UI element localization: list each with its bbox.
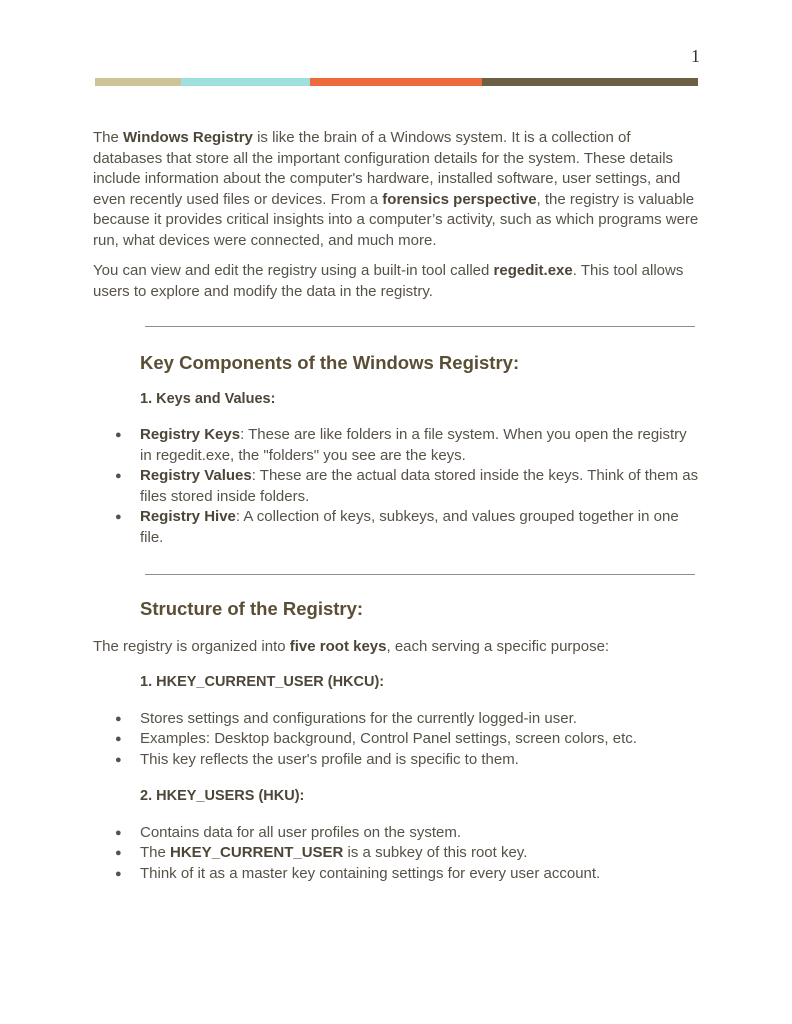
text-run: : A collection of keys, subkeys, and values grouped together in one file. (140, 508, 679, 546)
subsection-title-hkcu: 1. HKEY_CURRENT_USER (HKCU): (140, 674, 385, 690)
bold-text: regedit.exe (493, 262, 573, 279)
text-run: Stores settings and configurations for the currently logged-in user. (140, 709, 577, 727)
bullet-icon: ● (115, 712, 122, 725)
subsection-title-keys-values: 1. Keys and Values: (140, 390, 276, 407)
bullet-icon: ● (115, 753, 122, 766)
section-title-key-components: Key Components of the Windows Registry: (140, 352, 520, 373)
list-item (93, 843, 699, 864)
section-divider (145, 326, 695, 327)
text-run: , the registry is valuable because it provides critical insights into a computer’s activity, such as which programs were run, what devices were connected, and much more. (93, 190, 699, 249)
section-divider (145, 574, 695, 575)
list-item (93, 750, 699, 771)
bold-text: Registry Keys (140, 426, 241, 443)
list-item (93, 709, 699, 730)
bullet-icon: ● (115, 511, 122, 523)
text-run: Think of it as a master key containing settings for every user account. (140, 864, 601, 882)
document-body (93, 128, 699, 884)
bullet-icon: ● (115, 847, 122, 859)
intro-paragraph-1 (93, 128, 699, 251)
text-run: is a subkey of this root key. (343, 844, 528, 861)
hkcu-list (93, 709, 699, 771)
hku-list (93, 823, 699, 885)
bold-text: Windows Registry (123, 129, 253, 146)
bullet-icon: ● (115, 429, 122, 441)
page-number: 1 (691, 46, 700, 66)
bullet-icon: ● (115, 470, 122, 482)
decorative-color-bar (95, 78, 698, 86)
color-bar-segment (181, 78, 310, 86)
text-run: , each serving a specific purpose: (386, 637, 610, 655)
bold-text: five root keys (289, 637, 387, 655)
key-components-list (93, 425, 699, 548)
color-bar-segment (95, 78, 181, 86)
list-item (93, 864, 699, 885)
text-run: is like the brain of a Windows system. It is a collection of databases that store all the important configuration details for the system. These details include information about the computer's hardware, installed software, user settings, and even recently used files or devices. From a (93, 129, 681, 208)
list-item (93, 823, 699, 844)
text-run: The registry is organized into (93, 637, 290, 655)
color-bar-segment (482, 78, 698, 86)
bold-text: HKEY_CURRENT_USER (170, 844, 344, 861)
color-bar-segment (310, 78, 482, 86)
bullet-icon: ● (115, 733, 122, 745)
list-item (93, 466, 699, 507)
text-run: : These are the actual data stored inside the keys. Think of them as files stored inside folders. (140, 467, 699, 505)
subsection-title-hku: 2. HKEY_USERS (HKU): (140, 788, 305, 804)
text-run: : These are like folders in a file system. When you open the registry in regedit.exe, the "folders" you see are the keys. (140, 426, 687, 464)
section-title-structure: Structure of the Registry: (140, 598, 364, 619)
text-run: . This tool allows users to explore and modify the data in the registry. (93, 262, 684, 300)
intro-paragraph-2 (93, 261, 699, 302)
bullet-icon: ● (115, 867, 122, 880)
text-run: The (140, 844, 171, 861)
structure-intro (93, 637, 699, 658)
text-run: You can view and edit the registry using a built-in tool called (93, 262, 494, 279)
list-item (93, 729, 699, 750)
bold-text: Registry Values (140, 467, 252, 484)
text-run: Contains data for all user profiles on the system. (140, 823, 461, 841)
list-item (93, 425, 699, 466)
bullet-icon: ● (115, 826, 122, 839)
bold-text: forensics perspective (382, 190, 537, 208)
list-item (93, 507, 699, 548)
text-run: Examples: Desktop background, Control Panel settings, screen colors, etc. (140, 730, 637, 747)
bold-text: Registry Hive (140, 508, 236, 525)
text-run: The (93, 129, 124, 146)
text-run: This key reflects the user's profile and is specific to them. (140, 750, 519, 768)
